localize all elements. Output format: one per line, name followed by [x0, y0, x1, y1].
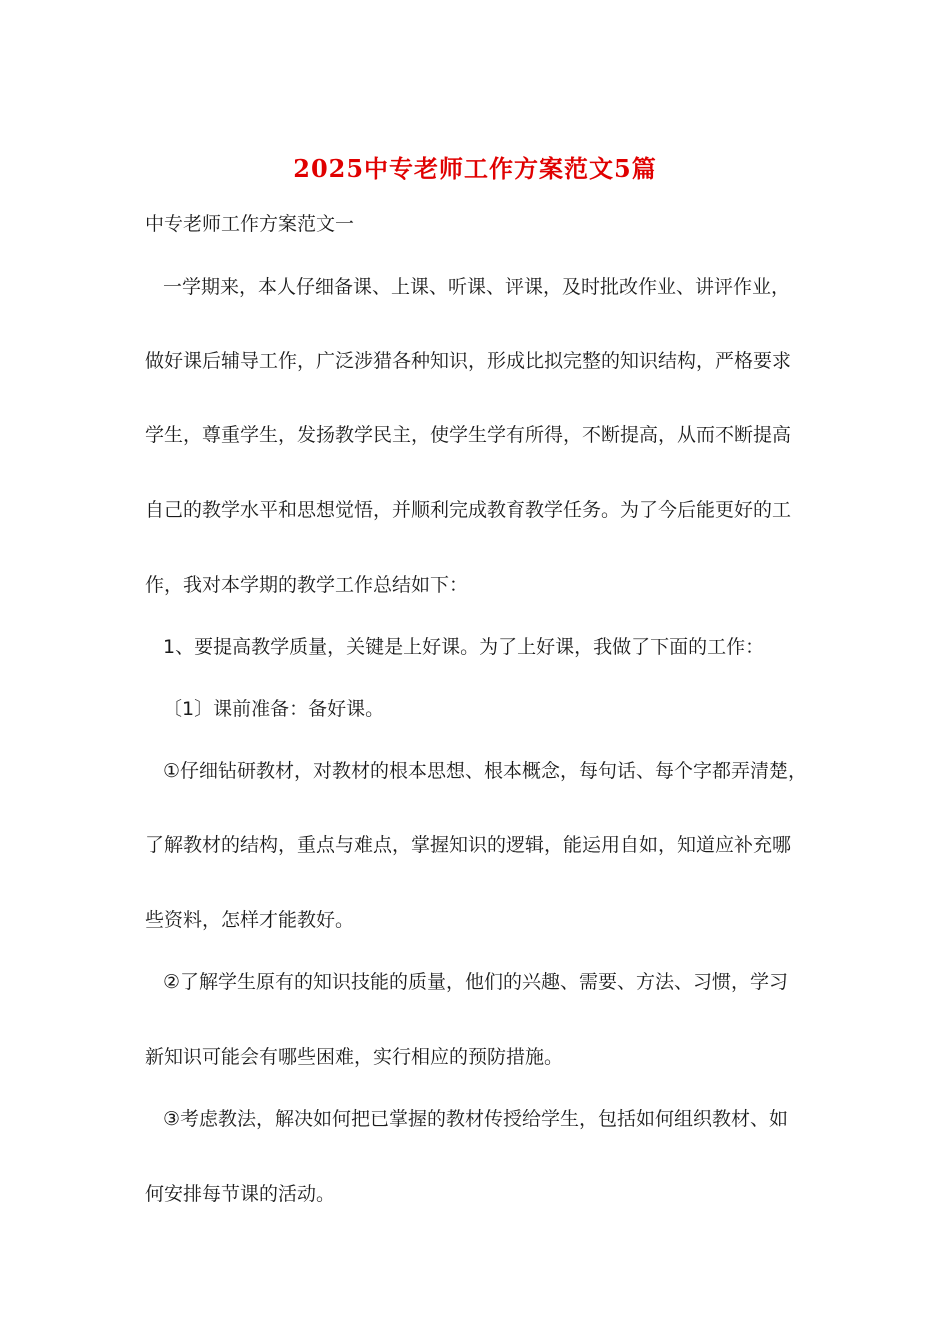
paragraph-line: 了解教材的结构，重点与难点，掌握知识的逻辑，能运用自如，知道应补充哪	[145, 834, 792, 856]
paragraph-line: 新知识可能会有哪些困难，实行相应的预防措施。	[145, 1046, 564, 1068]
paragraph-line: 作，我对本学期的教学工作总结如下：	[145, 574, 469, 596]
section-heading: 中专老师工作方案范文一	[145, 213, 355, 235]
list-item: 1、要提高教学质量，关键是上好课。为了上好课，我做了下面的工作：	[163, 636, 765, 658]
paragraph-line: ②了解学生原有的知识技能的质量，他们的兴趣、需要、方法、习惯，学习	[163, 971, 789, 993]
paragraph-line: ③考虑教法，解决如何把已掌握的教材传授给学生，包括如何组织教材、如	[163, 1108, 789, 1130]
list-item: 〔1〕课前准备：备好课。	[163, 698, 385, 720]
paragraph-line: 自己的教学水平和思想觉悟，并顺利完成教育教学任务。为了今后能更好的工	[145, 499, 792, 521]
paragraph-line: 些资料，怎样才能教好。	[145, 909, 355, 931]
paragraph-line: 何安排每节课的活动。	[145, 1183, 336, 1205]
paragraph-line: ①仔细钻研教材，对教材的根本思想、根本概念，每句话、每个字都弄清楚，	[163, 760, 808, 782]
paragraph-line: 一学期来，本人仔细备课、上课、听课、评课，及时批改作业、讲评作业，	[163, 276, 791, 298]
paragraph-line: 学生，尊重学生，发扬教学民主，使学生学有所得，不断提高，从而不断提高	[145, 424, 792, 446]
document-title: 2025中专老师工作方案范文5篇	[293, 154, 657, 183]
paragraph-line: 做好课后辅导工作，广泛涉猎各种知识，形成比拟完整的知识结构，严格要求	[145, 350, 792, 372]
